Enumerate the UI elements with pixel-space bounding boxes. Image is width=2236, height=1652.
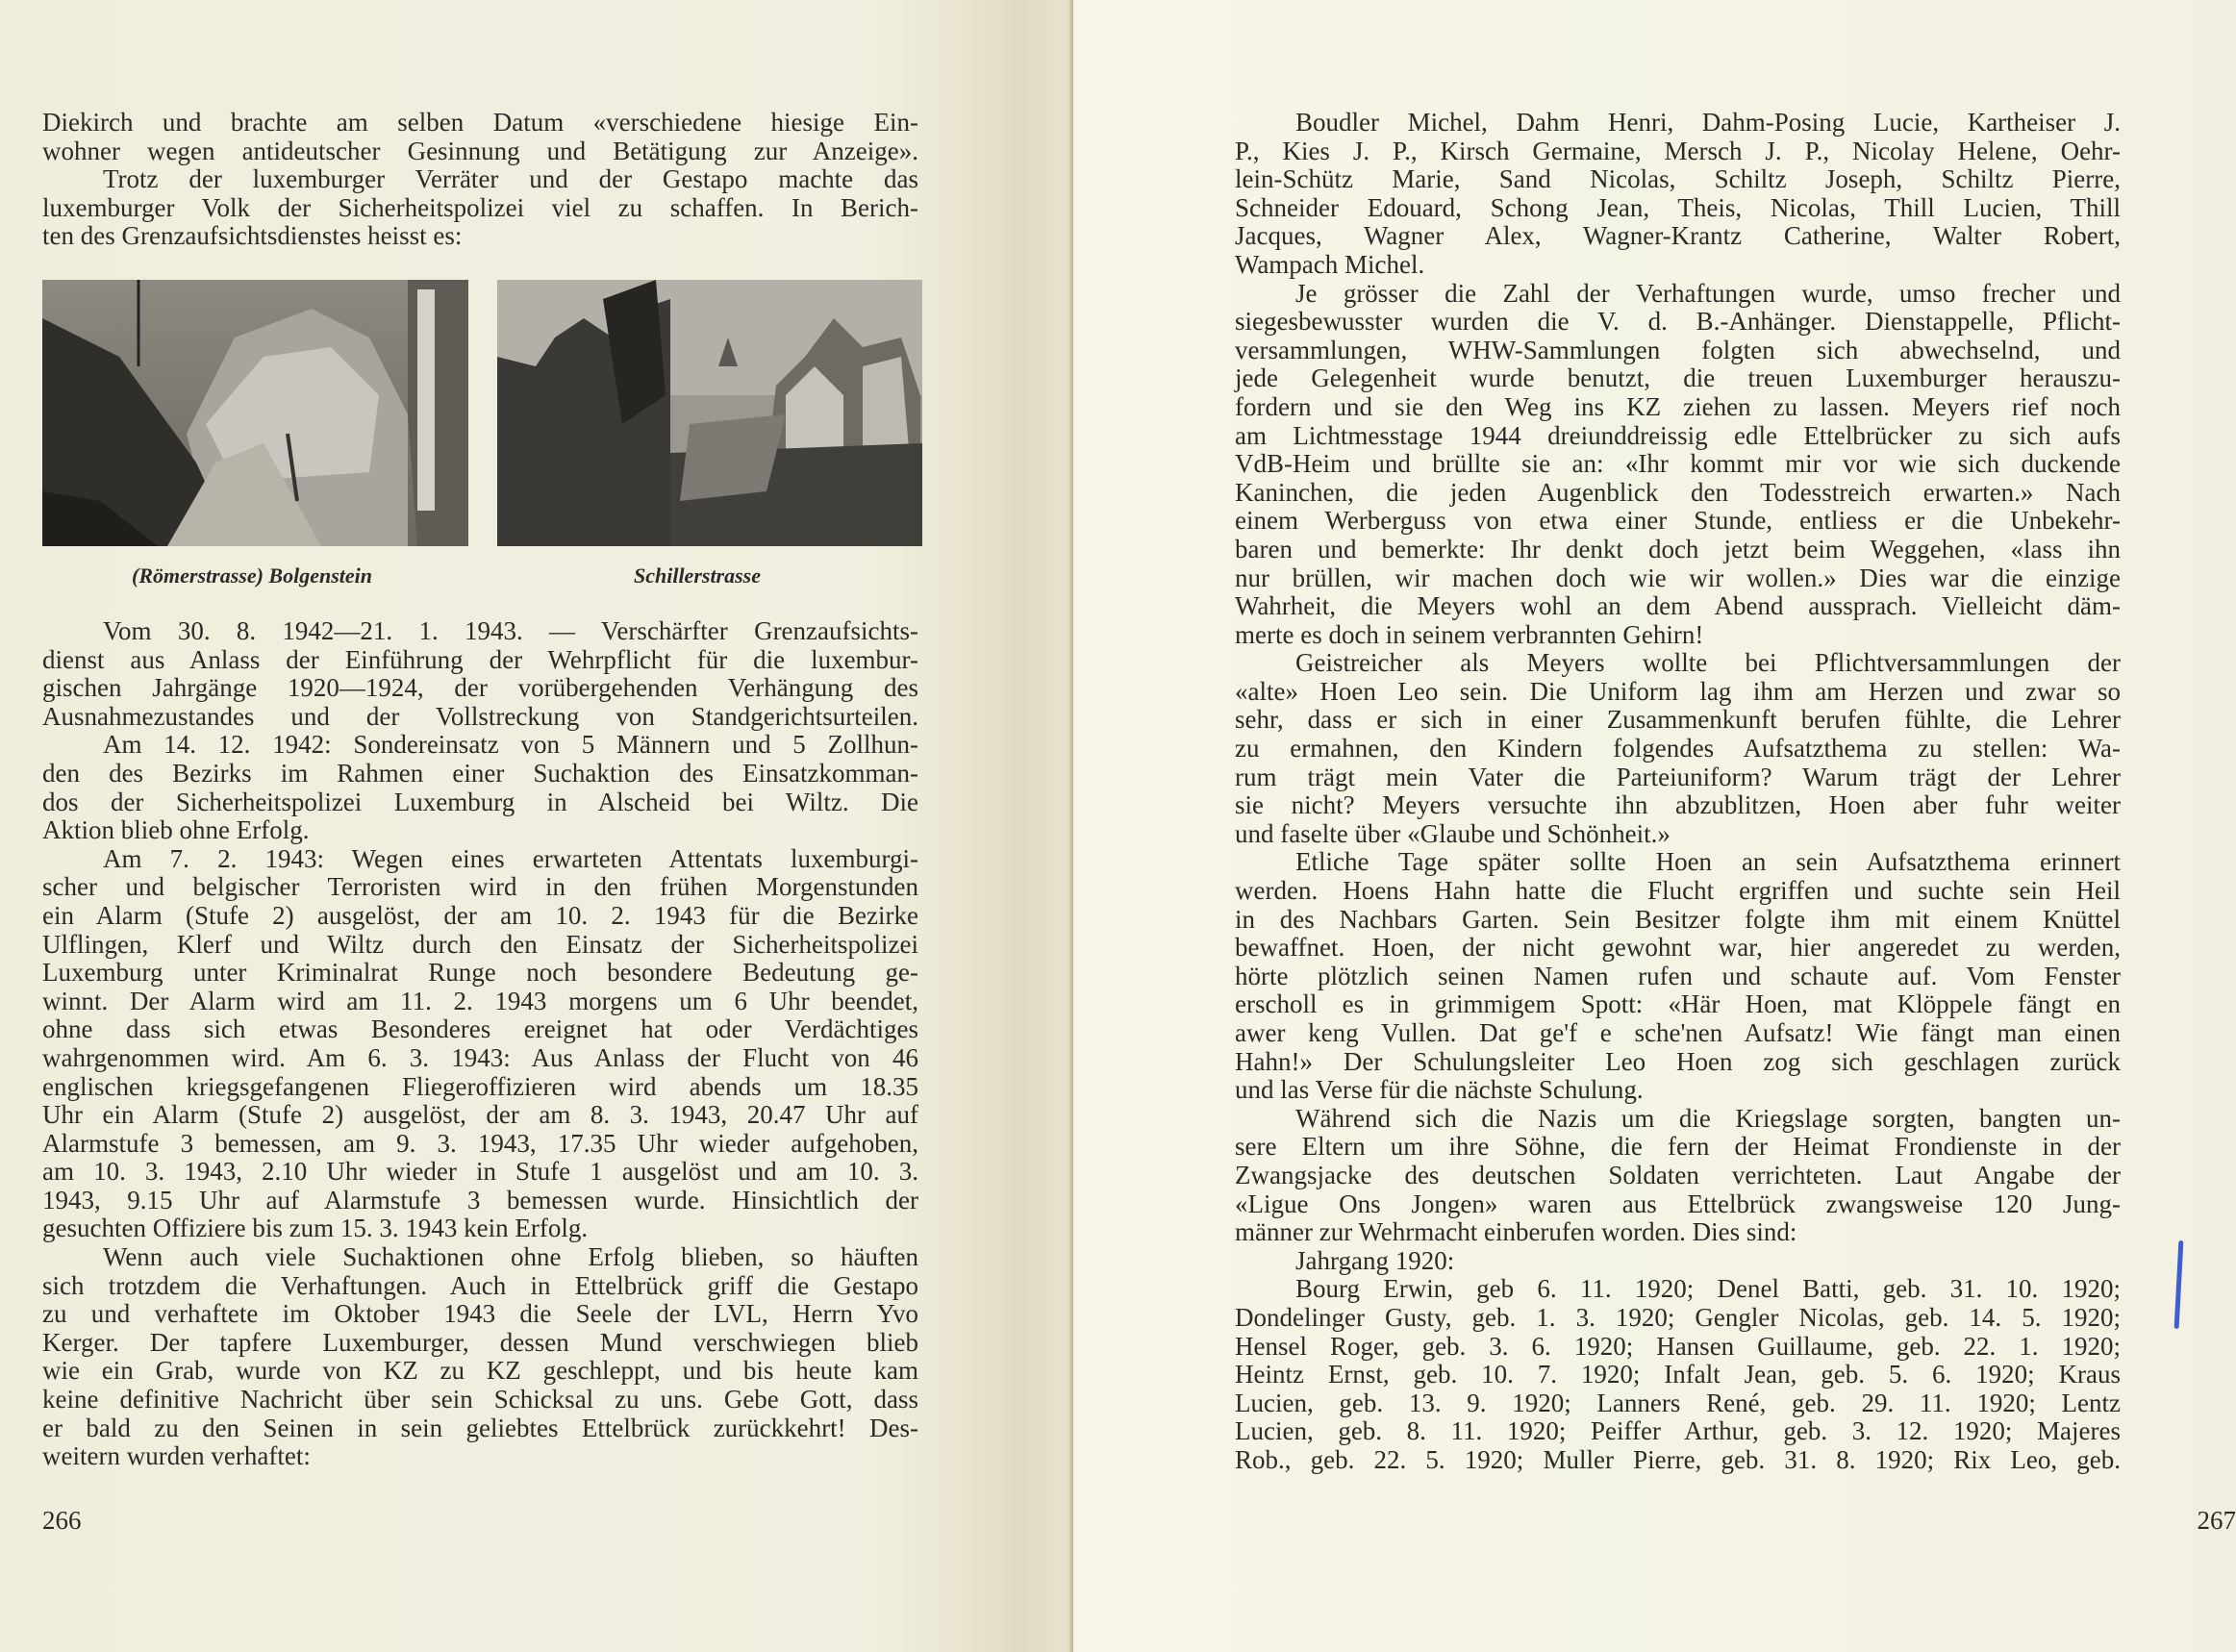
text-line: Ulflingen, Klerf und Wiltz durch den Einsatz der Sicherheitspolizei: [42, 929, 918, 959]
text-line: merte es doch in seinem verbrannten Gehirn!: [1235, 619, 1704, 649]
text-line: versammlungen, WHW-Sammlungen folgten sich abwechselnd, und: [1235, 335, 2121, 364]
text-line: Je grösser die Zahl der Verhaftungen wurde, umso frecher und: [1295, 278, 2121, 308]
text-line: dos der Sicherheitspolizei Luxemburg in Alscheid bei Wiltz. Die: [42, 787, 918, 816]
paragraph: [42, 845, 918, 1243]
text-line: er bald zu den Seinen in sein geliebtes Ettelbrück zurückkehrt! Des-: [42, 1413, 918, 1442]
text-line: scher und belgischer Terroristen wird in den frühen Morgenstunden: [42, 872, 918, 902]
text-line: Boudler Michel, Dahm Henri, Dahm-Posing Lucie, Kartheiser J.: [1295, 108, 2121, 137]
text-line: am Lichtmesstage 1944 dreiunddreissig edle Ettelbrücker zu sich aufs: [1235, 420, 2121, 450]
text-line: Geistreicher als Meyers wollte bei Pflichtversammlungen der: [1295, 648, 2121, 678]
text-line: fordern und sie den Weg ins KZ ziehen zu lassen. Meyers rief noch: [1235, 391, 2121, 421]
text-line: Luxemburg unter Kriminalrat Runge noch besondere Bedeutung ge-: [42, 958, 918, 988]
text-line: gischen Jahrgänge 1920—1924, der vorübergehenden Verhängung des: [42, 673, 918, 703]
text-line: Diekirch und brachte am selben Datum «verschiedene hiesige Ein-: [42, 108, 918, 137]
text-line: zu ermahnen, den Kindern folgendes Aufsatzthema zu stellen: Wa-: [1235, 734, 2121, 763]
text-line: in des Nachbars Garten. Sein Besitzer folgte ihm mit einem Knüttel: [1235, 904, 2121, 934]
paragraph: [42, 165, 918, 251]
paragraph: [42, 617, 918, 731]
text-line: Alarmstufe 3 bemessen, am 9. 3. 1943, 17.35 Uhr wieder aufgehoben,: [42, 1128, 918, 1158]
text-line: sich trotzdem die Verhaftungen. Auch in Ettelbrück griff die Gestapo: [42, 1270, 918, 1300]
text-line: erscholl es in grimmigem Spott: «Här Hoen, mat Klöppele fängt en: [1235, 989, 2121, 1019]
paragraph: [1235, 1105, 2121, 1247]
text-line: Jahrgang 1920:: [1295, 1245, 1455, 1275]
text-line: keine definitive Nachricht über sein Schicksal zu uns. Gebe Gott, dass: [42, 1385, 918, 1414]
right-text-block: [1235, 109, 2121, 1475]
text-line: 1943, 9.15 Uhr auf Alarmstufe 3 bemessen wurde. Hinsichtlich der: [42, 1185, 918, 1214]
text-line: Trotz der luxemburger Verräter und der Gestapo machte das: [103, 164, 918, 194]
paragraph: [42, 109, 918, 165]
text-line: dienst aus Anlass der Einführung der Wehrpflicht für die luxembur-: [42, 644, 918, 674]
text-line: P., Kies J. P., Kirsch Germaine, Mersch J. P., Nicolay Helene, Oehr-: [1235, 136, 2121, 165]
text-line: werden. Hoens Hahn hatte die Flucht ergriffen und suchte sein Heil: [1235, 876, 2121, 906]
text-line: Lucien, geb. 13. 9. 1920; Lanners René, geb. 29. 11. 1920; Lentz: [1235, 1388, 2121, 1417]
text-line: winnt. Der Alarm wird am 11. 2. 1943 morgens um 6 Uhr beendet,: [42, 986, 918, 1015]
text-line: Uhr ein Alarm (Stufe 2) ausgelöst, der am 8. 3. 1943, 20.47 Uhr auf: [42, 1100, 918, 1130]
text-line: englischen kriegsgefangenen Fliegeroffizieren wird abends um 18.35: [42, 1071, 918, 1101]
text-line: «Ligue Ons Jongen» waren aus Ettelbrück zwangsweise 120 Jung-: [1235, 1189, 2121, 1218]
text-line: Heintz Ernst, geb. 10. 7. 1920; Infalt Jean, geb. 5. 6. 1920; Kraus: [1235, 1360, 2121, 1389]
paragraph: [1235, 649, 2121, 848]
text-line: einem Werberguss von etwa einer Stunde, entliess er die Unbekehr-: [1235, 506, 2121, 536]
text-line: bewaffnet. Hoen, der nicht gewohnt war, hier angeredet zu werden,: [1235, 933, 2121, 963]
text-line: weitern wurden verhaftet:: [42, 1441, 311, 1471]
text-line: Etliche Tage später sollte Hoen an sein Aufsatzthema erinnert: [1295, 847, 2121, 877]
text-line: Am 7. 2. 1943: Wegen eines erwarteten Attentats luxemburgi-: [103, 843, 918, 873]
text-line: Dondelinger Gusty, geb. 1. 3. 1920; Gengler Nicolas, geb. 14. 5. 1920;: [1235, 1302, 2121, 1332]
text-line: wie ein Grab, wurde von KZ zu KZ geschleppt, und bis heute kam: [42, 1356, 918, 1386]
text-line: zu und verhaftete im Oktober 1943 die Seele der LVL, Herrn Yvo: [42, 1299, 918, 1329]
photo-bolgenstein: [42, 280, 468, 546]
text-line: männer zur Wehrmacht einberufen worden. Dies sind:: [1235, 1217, 1797, 1247]
text-line: jede Gelegenheit wurde benutzt, die treuen Luxemburger herauszu-: [1235, 363, 2121, 393]
text-line: Am 14. 12. 1942: Sondereinsatz von 5 Männern und 5 Zollhun-: [103, 730, 918, 760]
text-line: Vom 30. 8. 1942—21. 1. 1943. — Verschärfter Grenzaufsichts-: [103, 616, 918, 645]
text-line: ohne dass sich etwas Besonderes ereignet hat oder Verdächtiges: [42, 1014, 918, 1044]
left-text-block-top: [42, 109, 918, 251]
text-line: siegesbewusster wurden die V. d. B.-Anhänger. Dienstappelle, Pflicht-: [1235, 307, 2121, 337]
page-number-right: 267: [2197, 1506, 2236, 1535]
text-line: ten des Grenzaufsichtsdienstes heisst es:: [42, 221, 463, 251]
text-line: Bourg Erwin, geb 6. 11. 1920; Denel Batti, geb. 31. 10. 1920;: [1295, 1274, 2121, 1304]
text-line: awer keng Vullen. Dat ge'f e sche'nen Aufsatz! Wie fängt man einen: [1235, 1018, 2121, 1047]
text-line: sehr, dass er sich in einer Zusammenkunft berufen fühlte, die Lehrer: [1235, 705, 2121, 735]
text-line: Wahrheit, die Meyers wohl an dem Abend aussprach. Vielleicht däm-: [1235, 591, 2121, 621]
text-line: Ausnahmezustandes und der Vollstreckung von Standgerichtsurteilen.: [42, 701, 918, 731]
paragraph: [1235, 280, 2121, 650]
paragraph: [1235, 109, 2121, 280]
paragraph: [1235, 1247, 2121, 1276]
text-line: hörte plötzlich seinen Namen rufen und schaute auf. Vom Fenster: [1235, 961, 2121, 990]
text-line: ein Alarm (Stufe 2) ausgelöst, der am 10. 2. 1943 für die Bezirke: [42, 900, 918, 930]
photo-caption-schillerstrasse: Schillerstrasse: [633, 563, 762, 588]
photo-bolgenstein-image: [42, 280, 468, 546]
paragraph: [1235, 1275, 2121, 1474]
text-line: Kerger. Der tapfere Luxemburger, dessen Mund verschwiegen blieb: [42, 1327, 918, 1357]
text-line: Während sich die Nazis um die Kriegslage sorgten, bangten un-: [1295, 1103, 2121, 1133]
text-line: Jacques, Wagner Alex, Wagner-Krantz Catherine, Walter Robert,: [1235, 221, 2121, 251]
text-line: gesuchten Offiziere bis zum 15. 3. 1943 kein Erfolg.: [42, 1214, 589, 1243]
text-line: Zwangsjacke des deutschen Soldaten verrichteten. Laut Angabe der: [1235, 1160, 2121, 1189]
paragraph: [1235, 848, 2121, 1104]
text-line: baren und bemerkte: Ihr denkt doch jetzt beim Weggehen, «lass ihn: [1235, 534, 2121, 563]
text-line: wohner wegen antideutscher Gesinnung und Betätigung zur Anzeige».: [42, 136, 918, 165]
paragraph: [42, 731, 918, 844]
photo-caption-bolgenstein: (Römerstrasse) Bolgenstein: [132, 563, 372, 588]
text-line: Hahn!» Der Schulungsleiter Leo Hoen zog sich geschlagen zurück: [1235, 1046, 2121, 1076]
right-page: [1073, 0, 2236, 1652]
text-line: Wenn auch viele Suchaktionen ohne Erfolg blieben, so häuften: [103, 1242, 918, 1272]
text-line: Lucien, geb. 8. 11. 1920; Peiffer Arthur, geb. 3. 12. 1920; Majeres: [1235, 1416, 2121, 1446]
text-line: wahrgenommen wird. Am 6. 3. 1943: Aus Anlass der Flucht von 46: [42, 1042, 918, 1072]
text-line: sie nicht? Meyers versuchte ihn abzublitzen, Hoen aber fuhr weiter: [1235, 790, 2121, 820]
text-line: «alte» Hoen Leo sein. Die Uniform lag ihm am Herzen und zwar so: [1235, 676, 2121, 706]
text-line: VdB-Heim und brüllte sie an: «Ihr kommt mir vor wie sich duckende: [1235, 449, 2121, 479]
text-line: und faselte über «Glaube und Schönheit.»: [1235, 818, 1671, 848]
text-line: Wampach Michel.: [1235, 249, 1425, 279]
page-number-left: 266: [42, 1506, 82, 1535]
left-text-block-bottom: [42, 617, 918, 1471]
photo-schillerstrasse-image: [497, 280, 922, 546]
text-line: Schneider Edouard, Schong Jean, Theis, Nicolas, Thill Lucien, Thill: [1235, 192, 2121, 222]
text-line: Aktion blieb ohne Erfolg.: [42, 815, 310, 845]
text-line: nur brüllen, wir machen doch wie wir wollen.» Dies war die einzige: [1235, 563, 2121, 592]
left-page: [0, 0, 1073, 1652]
paragraph: [42, 1243, 918, 1471]
text-line: luxemburger Volk der Sicherheitspolizei viel zu schaffen. In Berich-: [42, 192, 918, 222]
photo-schillerstrasse: [497, 280, 922, 546]
text-line: Kaninchen, die jeden Augenblick den Todesstreich erwarten.» Nach: [1235, 477, 2121, 507]
text-line: sere Eltern um ihre Söhne, die fern der Heimat Frondienste in der: [1235, 1132, 2121, 1162]
text-line: am 10. 3. 1943, 2.10 Uhr wieder in Stufe 1 ausgelöst und am 10. 3.: [42, 1157, 918, 1187]
text-line: rum trägt mein Vater die Parteiuniform? Warum trägt der Lehrer: [1235, 762, 2121, 791]
text-line: Hensel Roger, geb. 3. 6. 1920; Hansen Guillaume, geb. 22. 1. 1920;: [1235, 1331, 2121, 1361]
text-line: Rob., geb. 22. 5. 1920; Muller Pierre, geb. 31. 8. 1920; Rix Leo, geb.: [1235, 1444, 2121, 1474]
text-line: lein-Schütz Marie, Sand Nicolas, Schiltz Joseph, Schiltz Pierre,: [1235, 164, 2121, 194]
text-line: den des Bezirks im Rahmen einer Suchaktion des Einsatzkomman-: [42, 758, 918, 788]
text-line: und las Verse für die nächste Schulung.: [1235, 1075, 1644, 1105]
